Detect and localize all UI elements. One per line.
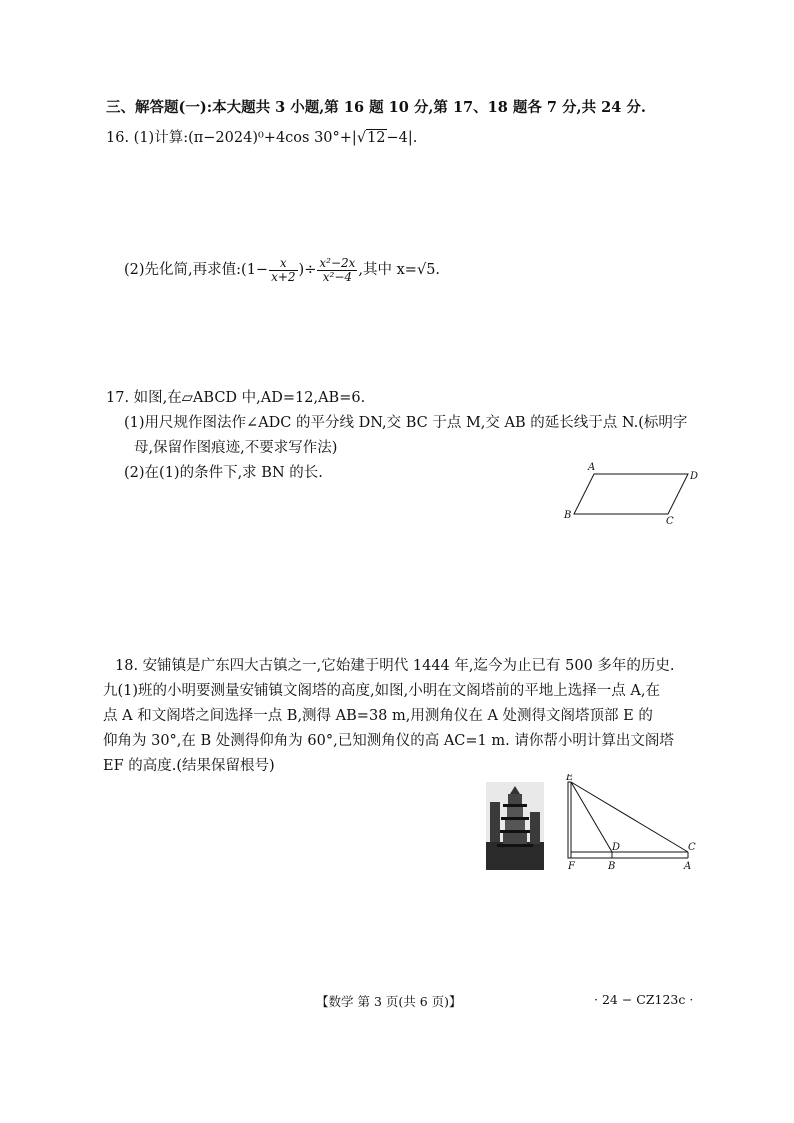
q16-part2-mid: )÷ xyxy=(298,262,317,278)
photo-tree-right xyxy=(530,812,540,844)
q16-part2-suffix: ,其中 x=√5. xyxy=(358,262,441,278)
q17-stem: 17. 如图,在▱ABCD 中,AD=12,AB=6. xyxy=(106,390,366,406)
section-heading: 三、解答题(一):本大题共 3 小题,第 16 题 10 分,第 17、18 题各 7 分,共 24 分. xyxy=(106,99,646,116)
tower-ef xyxy=(568,782,571,858)
q18-line5: EF 的高度.(结果保留根号) xyxy=(103,758,275,774)
q16-part1 xyxy=(106,128,417,148)
q18-line4: 仰角为 30°,在 B 处测得仰角为 60°,已知测角仪的高 AC=1 m. 请你帮小明计算出文阁塔 xyxy=(103,733,674,749)
tower-measurement-figure xyxy=(560,774,700,874)
q18-line1: 18. 安铺镇是广东四大古镇之一,它始建于明代 1444 年,迄今为止已有 500 多年的历史. xyxy=(115,658,675,674)
pagoda-photo xyxy=(486,782,544,870)
label-f: F xyxy=(568,861,575,872)
label-b: B xyxy=(608,861,616,872)
parallelogram-figure xyxy=(556,456,706,526)
sqrt-sign: √ xyxy=(356,130,367,146)
q16-frac1-numerator: x xyxy=(269,257,297,271)
q16-frac2-numerator: x²−2x xyxy=(319,255,356,270)
q16-frac2-denominator: x²−4 xyxy=(322,269,353,284)
label-a: A xyxy=(684,861,692,872)
q16-part1-prefix: 16. (1)计算:(π−2024)⁰+4cos 30°+| xyxy=(106,130,357,146)
parallelogram-abcd xyxy=(574,474,688,514)
q17-part1-line1: (1)用尺规作图法作∠ADC 的平分线 DN,交 BC 于点 M,交 AB 的延长线于点 N.(标明字 xyxy=(124,415,688,431)
q16-part2-prefix: (2)先化简,再求值:(1− xyxy=(124,262,269,278)
q16-part2 xyxy=(124,255,440,285)
label-d: D xyxy=(690,471,699,482)
photo-tree-left xyxy=(490,802,500,842)
q16-frac1-denominator: x+2 xyxy=(271,269,296,284)
line-ed xyxy=(571,782,612,852)
q16-fraction-1 xyxy=(269,257,297,284)
footer-page-info: 【数学 第 3 页(共 6 页)】 xyxy=(316,994,462,1009)
label-c: C xyxy=(688,842,696,853)
label-e: E xyxy=(566,774,574,783)
line-ec xyxy=(571,782,688,852)
q18-line2: 九(1)班的小明要测量安铺镇文阁塔的高度,如图,小明在文阁塔前的平地上选择一点 A,在 xyxy=(103,683,660,699)
label-c: C xyxy=(666,516,674,526)
q16-fraction-2 xyxy=(317,257,357,284)
q16-part1-suffix: −4|. xyxy=(386,130,418,146)
q17-part1-line2: 母,保留作图痕迹,不要求写作法) xyxy=(134,440,338,456)
q16-part1-radicand: 12 xyxy=(367,130,386,146)
label-b: B xyxy=(564,510,572,521)
q17-part2: (2)在(1)的条件下,求 BN 的长. xyxy=(124,465,323,481)
footer-code: · 24 − CZ123c · xyxy=(594,992,694,1007)
label-d: D xyxy=(612,842,621,853)
q18-line3: 点 A 和文阁塔之间选择一点 B,测得 AB=38 m,用测角仪在 A 处测得文阁塔顶部 E 的 xyxy=(103,708,653,724)
label-a: A xyxy=(588,462,596,473)
